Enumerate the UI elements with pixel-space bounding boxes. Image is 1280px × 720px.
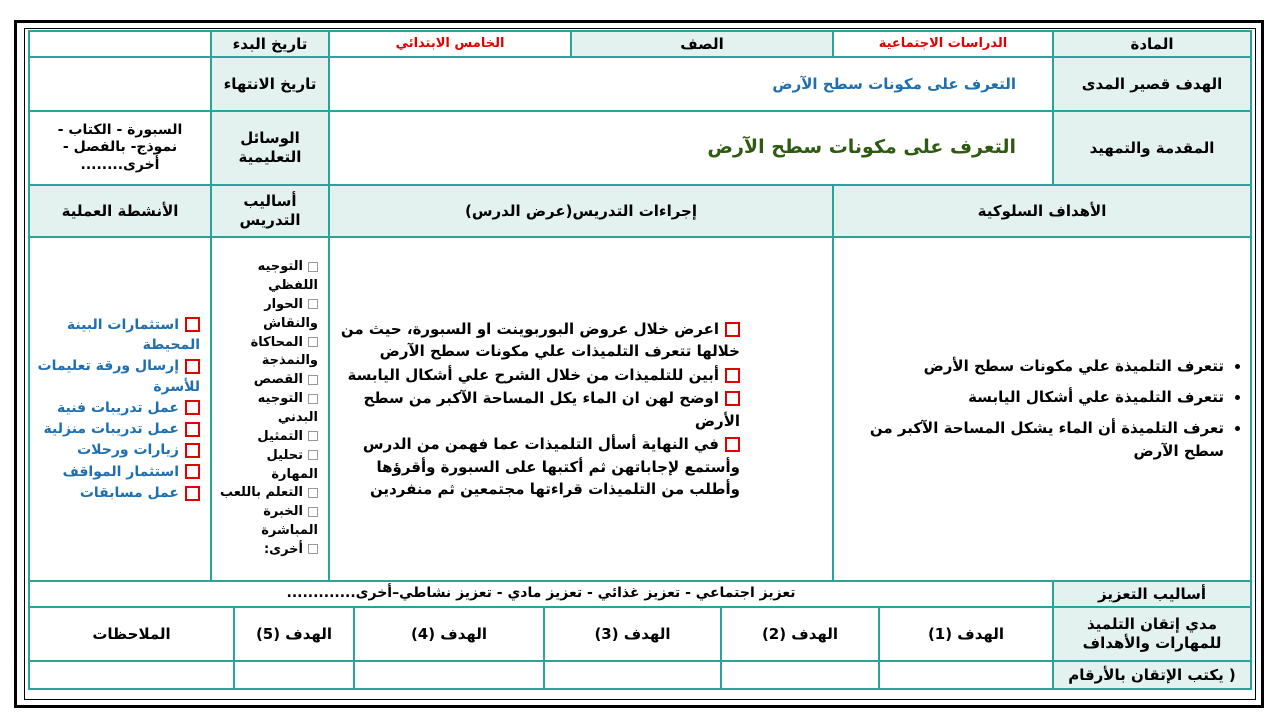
behavioral-goals-list: [838, 347, 1246, 472]
checkbox-icon[interactable]: [725, 437, 740, 452]
checkbox-icon[interactable]: [185, 464, 200, 479]
end-date-value[interactable]: [28, 56, 212, 112]
activity-item: استثمار المواقف: [34, 462, 200, 482]
behavioral-goals-header: الأهداف السلوكية: [832, 184, 1252, 238]
goal-3-score[interactable]: [543, 660, 722, 690]
procedure-item: في النهاية أسأل التلميذات عما فهمن من الدرس وأستمع لإجاباتهن ثم أكتبها على السبورة وأقرؤها وأطلب من التلميذات قراءتها مجتمعين ثم منفردين: [362, 435, 740, 498]
checkbox-icon[interactable]: [308, 544, 318, 554]
checkbox-icon[interactable]: [725, 322, 740, 337]
method-item: التمثيل: [216, 428, 318, 447]
reinforcement-label: أساليب التعزيز: [1052, 580, 1252, 608]
behavioral-goal-item: • تعرف التلميذة أن الماء يشكل المساحة الآكبر من سطح الآرض: [838, 417, 1224, 464]
notes-value[interactable]: [28, 660, 235, 690]
goal-1-score[interactable]: [878, 660, 1054, 690]
grade-label: الصف: [570, 30, 834, 58]
checkbox-icon[interactable]: [308, 431, 318, 441]
end-date-label: تاريخ الانتهاء: [210, 56, 330, 112]
procedures-header: إجراءات التدريس(عرض الدرس): [328, 184, 834, 238]
notes-header: الملاحظات: [28, 606, 235, 662]
checkbox-icon[interactable]: [308, 375, 318, 385]
activities-list: [34, 314, 206, 505]
checkbox-icon[interactable]: [308, 337, 318, 347]
checkbox-icon[interactable]: [308, 507, 318, 517]
method-item: التوجيه اللفظي: [257, 259, 318, 294]
procedure-item: اعرض خلال عروض البوربوينت او السبورة، حيث من خلالها تتعرف التلميذات علي مكونات سطح الآرض: [340, 319, 740, 360]
activities-cell: [28, 236, 212, 582]
aids-value: السبورة - الكتاب - نموذج- بالفصل - أخرى........: [28, 110, 212, 186]
mastery-label: مدي إتقان التلميذ للمهارات والأهداف: [1052, 606, 1252, 662]
goal-2-header: الهدف (2): [720, 606, 880, 662]
activity-item: عمل مسابقات: [34, 483, 200, 503]
start-date-label: تاريخ البدء: [210, 30, 330, 58]
procedures-list: [334, 317, 828, 502]
checkbox-icon[interactable]: [308, 450, 318, 460]
aids-label: الوسائل التعليمية: [210, 110, 330, 186]
behavioral-goal-item: • تتعرف التلميذة علي أشكال اليابسة: [838, 386, 1224, 409]
activities-header: الأنشطة العملية: [28, 184, 212, 238]
checkbox-icon[interactable]: [725, 368, 740, 383]
methods-cell: [210, 236, 330, 582]
method-item: التعلم باللعب: [216, 484, 318, 503]
method-item: أخرى:: [216, 541, 318, 560]
short-goal-value: التعرف على مكونات سطح الآرض: [328, 56, 1054, 112]
method-item: المحاكاة والنمذجة: [250, 334, 318, 369]
checkbox-icon[interactable]: [308, 262, 318, 272]
activity-item: عمل تدريبات فنية: [34, 398, 200, 418]
checkbox-icon[interactable]: [185, 359, 200, 374]
checkbox-icon[interactable]: [185, 486, 200, 501]
short-goal-label: الهدف قصير المدى: [1052, 56, 1252, 112]
goal-3-header: الهدف (3): [543, 606, 722, 662]
start-date-value[interactable]: [28, 30, 212, 58]
goal-4-score[interactable]: [353, 660, 545, 690]
goal-5-header: الهدف (5): [233, 606, 355, 662]
goal-2-score[interactable]: [720, 660, 880, 690]
checkbox-icon[interactable]: [308, 394, 318, 404]
method-item: التوجيه البدني: [257, 391, 318, 425]
method-item: الخبرة المباشرة: [261, 504, 318, 539]
subject-label: المادة: [1052, 30, 1252, 58]
methods-header: أساليب التدريس: [210, 184, 330, 238]
intro-value: التعرف على مكونات سطح الآرض: [328, 110, 1054, 186]
method-item: تحليل المهارة: [266, 447, 318, 482]
procedure-item: أبين للتلميذات من خلال الشرح علي أشكال اليابسة: [334, 364, 740, 387]
behavioral-goals-cell: [832, 236, 1252, 582]
checkbox-icon[interactable]: [308, 299, 318, 309]
procedure-item: اوضح لهن ان الماء يكل المساحة الآكبر من سطح الأرض: [363, 389, 740, 430]
reinforcement-value: تعزيز اجتماعي - تعزيز غذائي - تعزيز مادي - تعزيز نشاطي–أخرى.............: [28, 580, 1054, 608]
checkbox-icon[interactable]: [185, 400, 200, 415]
activity-item: زيارات ورحلات: [34, 440, 200, 460]
activity-item: عمل تدريبات منزلية: [34, 419, 200, 439]
goal-5-score[interactable]: [233, 660, 355, 690]
checkbox-icon[interactable]: [185, 317, 200, 332]
checkbox-icon[interactable]: [308, 488, 318, 498]
grade-value: الخامس الابتدائي: [328, 30, 572, 58]
mastery-note: ( يكتب الإتقان بالأرقام: [1052, 660, 1252, 690]
goal-1-header: الهدف (1): [878, 606, 1054, 662]
goal-4-header: الهدف (4): [353, 606, 545, 662]
method-item: القصص: [216, 371, 318, 390]
subject-value: الدراسات الاجتماعية: [832, 30, 1054, 58]
behavioral-goal-item: • تتعرف التلميذة علي مكونات سطح الأرض: [838, 355, 1224, 378]
activity-item: استثمارات البينة المحيطة: [66, 316, 200, 353]
procedures-cell: [328, 236, 834, 582]
method-item: الحوار والنقاش: [263, 296, 318, 331]
intro-label: المقدمة والتمهيد: [1052, 110, 1252, 186]
activity-item: إرسال ورقة تعليمات للأسرة: [37, 358, 200, 395]
checkbox-icon[interactable]: [185, 443, 200, 458]
checkbox-icon[interactable]: [185, 422, 200, 437]
checkbox-icon[interactable]: [725, 391, 740, 406]
methods-list: [216, 258, 324, 560]
